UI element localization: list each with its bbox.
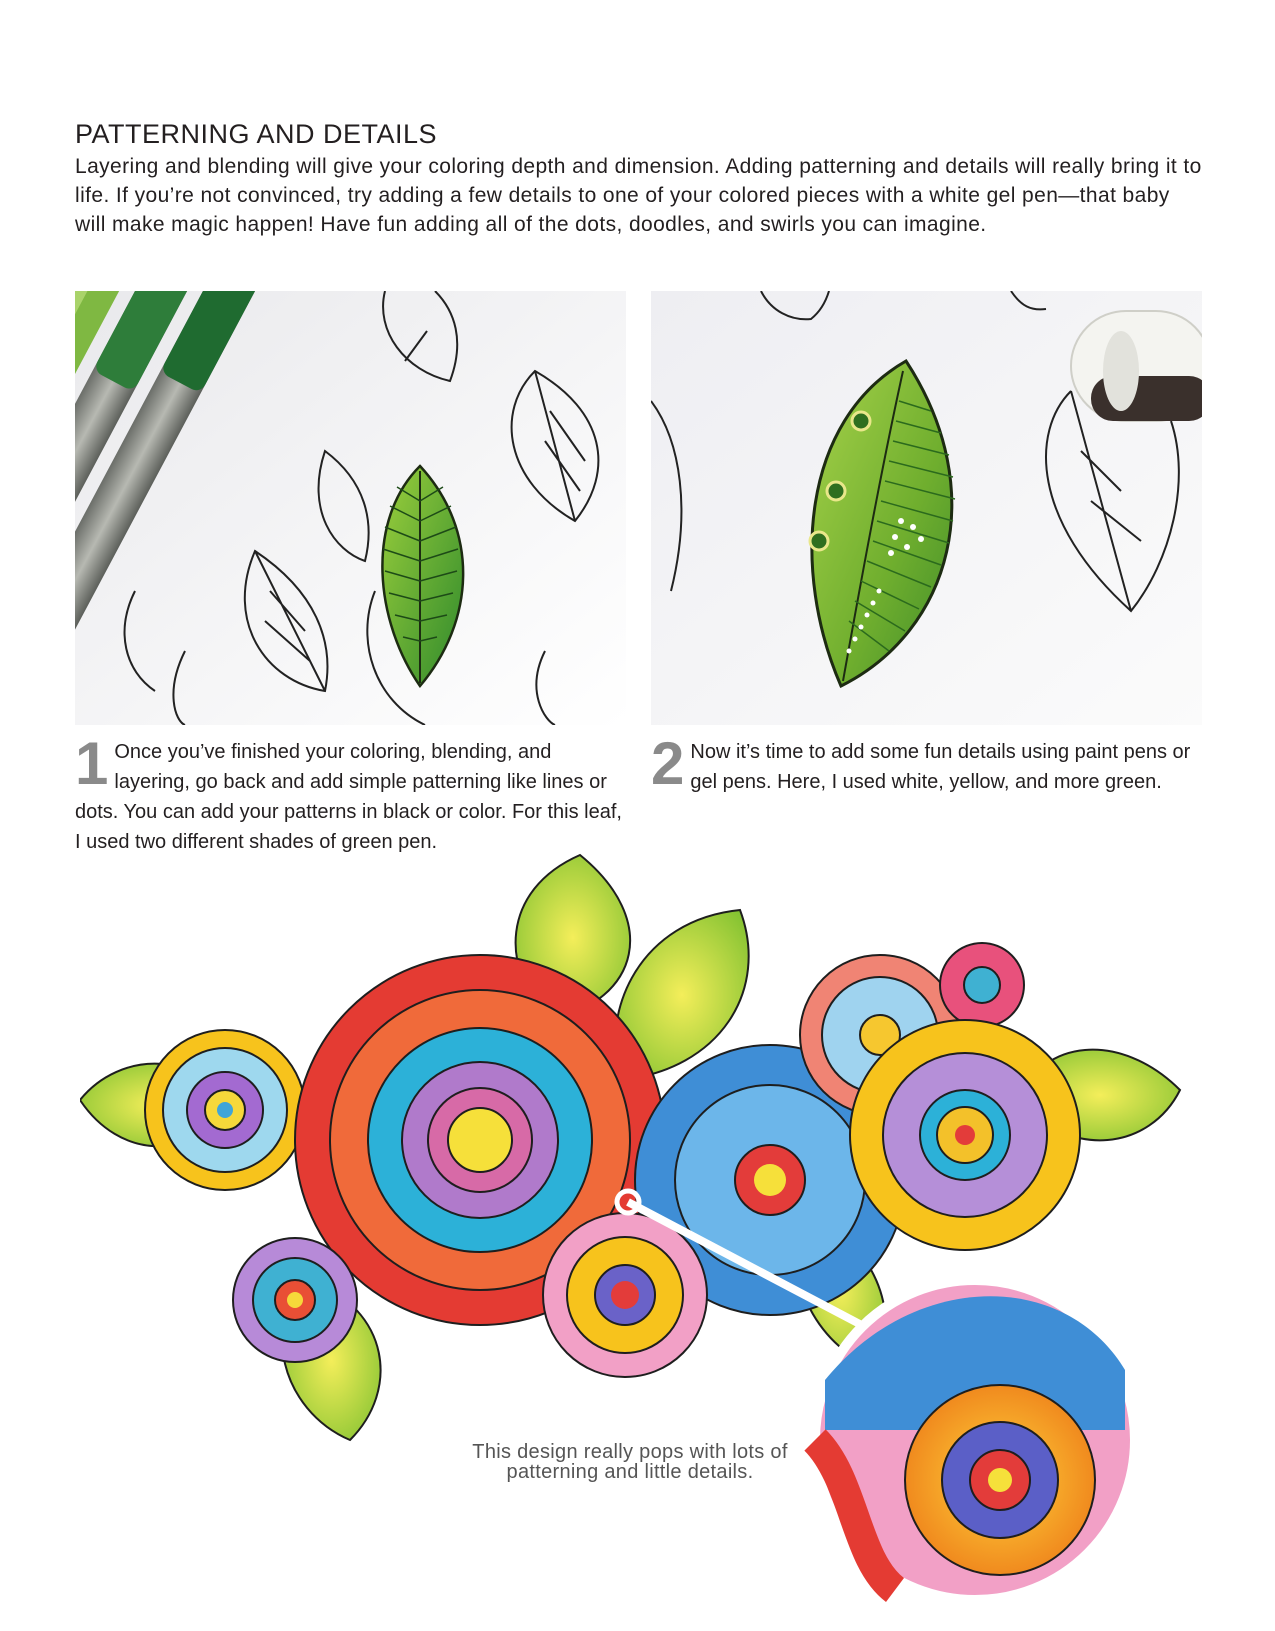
step-1-text: Once you’ve finished your coloring, blending, and layering, go back and add simple patterning like lines or dots. You can add your patterns in black or color. For this leaf, I used two different shades of green pen. bbox=[75, 741, 622, 853]
step-1 bbox=[75, 730, 631, 857]
photo-pens-and-leaf bbox=[75, 291, 626, 725]
artwork-caption: This design really pops with lots of patterning and little details. bbox=[472, 1441, 788, 1483]
step-2 bbox=[651, 730, 1207, 797]
photo-patterned-leaf bbox=[651, 291, 1202, 725]
section-heading: PATTERNING AND DETAILS bbox=[75, 119, 438, 149]
step-1-number: 1 bbox=[75, 730, 109, 797]
photo-pens-and-leaf-illustration bbox=[75, 291, 626, 725]
floral-artwork bbox=[80, 850, 1240, 1625]
photo-patterned-leaf-illustration bbox=[651, 291, 1202, 725]
step-2-number: 2 bbox=[651, 730, 685, 797]
step-2-text: Now it’s time to add some fun details using paint pens or gel pens. Here, I used white, yellow, and more green. bbox=[690, 741, 1191, 793]
intro-paragraph: Layering and blending will give your coloring depth and dimension. Adding patterning and details will really bring it to life. If you’re not convinced, try adding a few details to one of your colored pieces with a white gel pen—that baby will make magic happen! Have fun adding all of the dots, doodles, and swirls you can imagine. bbox=[75, 155, 1202, 236]
floral-artwork-illustration bbox=[80, 850, 1240, 1625]
